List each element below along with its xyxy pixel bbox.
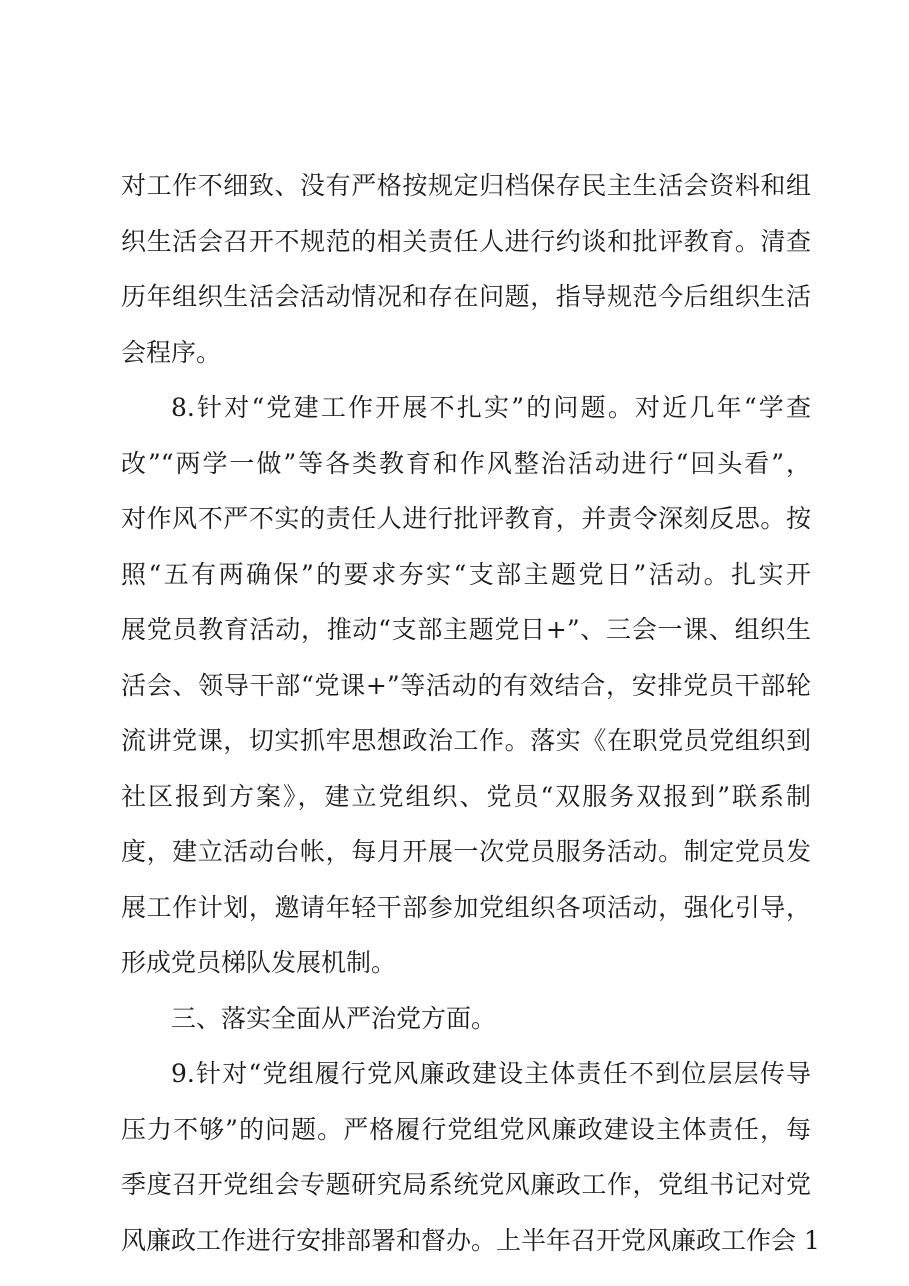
text-line: 展工作计划，邀请年轻干部参加党组织各项活动，强化引导， (121, 892, 811, 922)
text-line: 改”“两学一做”等各类教育和作风整治活动进行“回头看”， (121, 448, 811, 478)
text-line: 风廉政工作进行安排部署和督办。上半年召开党风廉政工作会 1 (121, 1225, 820, 1255)
text-line: 社区报到方案》，建立党组织、党员“双服务双报到”联系制 (121, 781, 811, 811)
text-line: 9.针对“党组履行党风廉政建设主体责任不到位层层传导 (171, 1059, 811, 1088)
text-line: 8.针对“党建工作开展不扎实”的问题。对近几年“学查 (171, 393, 811, 422)
text-line: 流讲党课，切实抓牢思想政治工作。落实《在职党员党组织到 (121, 726, 811, 755)
text-line: 展党员教育活动，推动“支部主题党日+”、三会一课、组织生 (121, 615, 811, 644)
document-body (121, 158, 820, 1268)
paragraph-continuation (121, 158, 811, 380)
text-line: 织生活会召开不规范的相关责任人进行约谈和批评教育。清查 (121, 226, 811, 256)
text-line: 形成党员梯队发展机制。 (121, 948, 397, 977)
text-line: 对工作不细致、没有严格按规定归档保存民主生活会资料和组 (121, 171, 811, 200)
text-line: 压力不够”的问题。严格履行党组党风廉政建设主体责任，每 (121, 1114, 811, 1144)
paragraph-item-9 (121, 1046, 820, 1268)
text-line: 照“五有两确保”的要求夯实“支部主题党日”活动。扎实开 (121, 559, 811, 589)
section-heading-text: 三、落实全面从严治党方面。 (171, 1003, 497, 1033)
paragraph-item-8 (121, 380, 811, 991)
text-line: 会程序。 (121, 337, 222, 367)
text-line: 对作风不严不实的责任人进行批评教育，并责令深刻反思。按 (121, 504, 811, 533)
text-line: 活会、领导干部“党课+”等活动的有效结合，安排党员干部轮 (121, 670, 811, 700)
text-line: 历年组织生活会活动情况和存在问题，指导规范今后组织生活 (121, 282, 811, 311)
text-line: 季度召开党组会专题研究局系统党风廉政工作，党组书记对党 (121, 1170, 811, 1199)
text-line: 度，建立活动台帐，每月开展一次党员服务活动。制定党员发 (121, 837, 811, 866)
section-heading (121, 991, 811, 1047)
